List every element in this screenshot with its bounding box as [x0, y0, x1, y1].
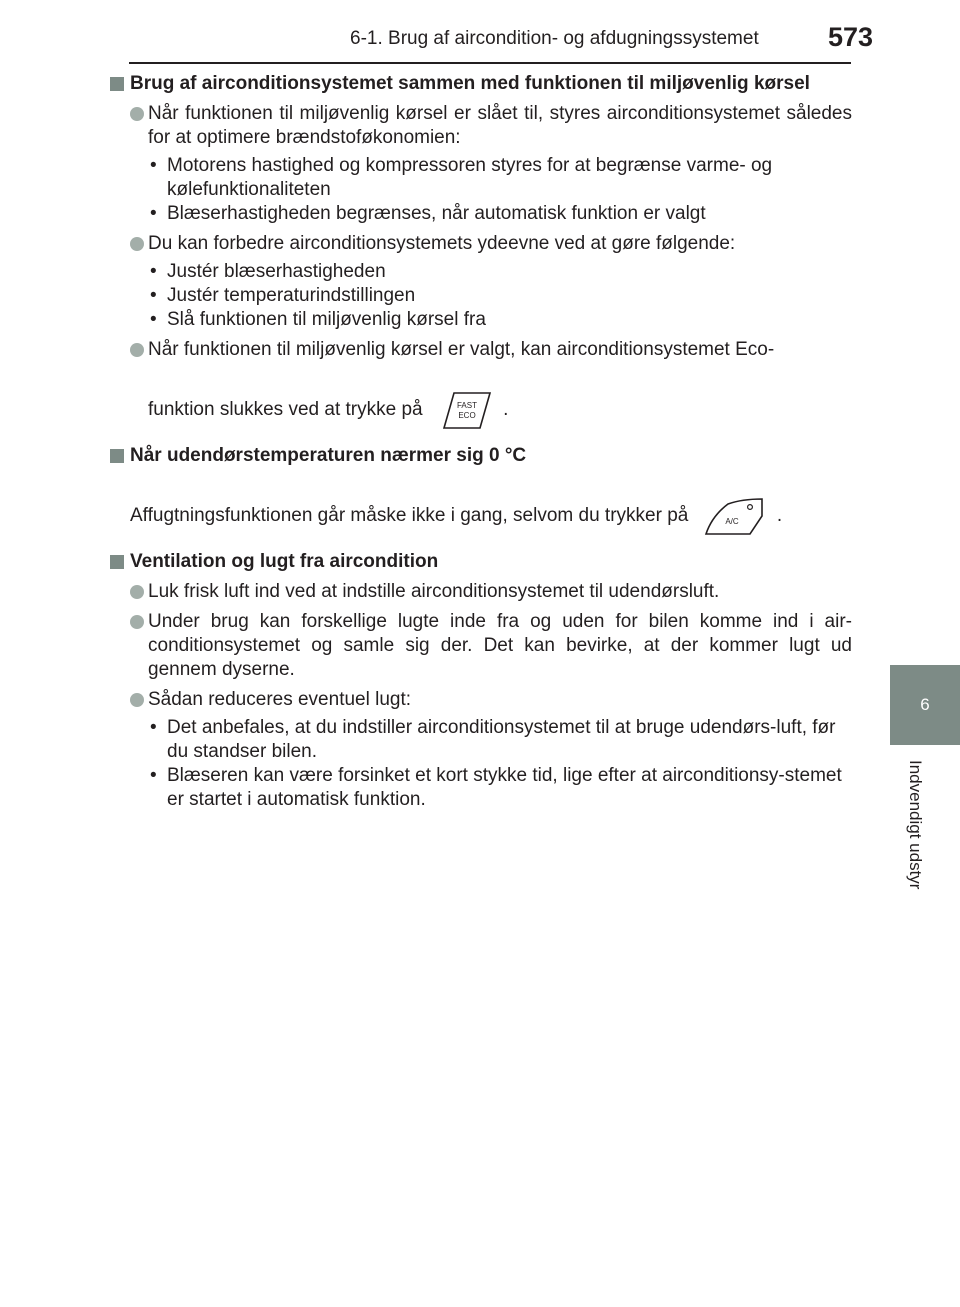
list-item: • Motorens hastighed og kompressoren styres for at begrænse varme- og kølefunktionaliteten: [150, 154, 852, 202]
chapter-label: Indvendigt udstyr: [906, 760, 925, 890]
paragraph: [130, 688, 852, 712]
bullet-list: [130, 260, 852, 332]
circle-bullet-icon: [130, 585, 144, 599]
circle-bullet-icon: [130, 615, 144, 629]
circle-bullet-icon: [130, 693, 144, 707]
header-rule: [129, 62, 851, 64]
paragraph-text: Når funktionen til miljøvenlig kørsel er valgt, kan airconditionsystemet Eco-: [148, 339, 775, 360]
header-title: 6-1. Brug af aircondition- og afdugningssystemet: [350, 28, 759, 49]
paragraph: [130, 232, 852, 256]
paragraph: [130, 338, 852, 434]
bullet-list: [130, 716, 852, 812]
list-item: • Blæserhastigheden begrænses, når automatisk funktion er valgt: [150, 202, 852, 226]
ac-button-label: A/C: [724, 516, 739, 526]
list-item: • Blæseren kan være forsinket et kort stykke tid, lige efter at airconditionsy-stemet er startet i automatisk funktion.: [150, 764, 852, 812]
chapter-number: 6: [920, 695, 930, 714]
paragraph-text: Under brug kan forskellige lugte inde fra og uden for bilen komme ind i air-conditionsystemet og samle sig der. Det kan bevirke, at der kommer lugt ud gennem dyserne.: [148, 611, 852, 680]
paragraph-text: .: [503, 399, 509, 420]
paragraph: [130, 492, 852, 540]
circle-bullet-icon: [130, 107, 144, 121]
paragraph: [130, 580, 852, 604]
list-item: • Justér blæserhastigheden: [150, 260, 852, 284]
paragraph-text: Du kan forbedre airconditionsystemets ydeevne ved at gøre følgende:: [148, 233, 736, 254]
paragraph-text: Sådan reduceres eventuel lugt:: [148, 689, 412, 710]
paragraph-text: Affugtningsfunktionen går måske ikke i gang, selvom du trykker på: [130, 505, 689, 526]
page-content: [110, 72, 852, 822]
section-heading: Ventilation og lugt fra aircondition: [130, 551, 439, 572]
section-eco: [110, 72, 852, 434]
eco-button-line1: FAST: [456, 400, 477, 410]
fast-eco-button-icon: [432, 390, 494, 430]
paragraph-line: [148, 386, 852, 434]
paragraph-text: .: [776, 505, 783, 526]
paragraph-text: Luk frisk luft ind ved at indstille airconditionsystemet til udendørsluft.: [148, 581, 720, 602]
eco-button-line2: ECO: [458, 410, 476, 420]
section-heading: Når udendørstemperaturen nærmer sig 0 °C: [130, 445, 527, 466]
paragraph: [130, 610, 852, 682]
square-bullet-icon: [110, 449, 124, 463]
list-item: • Slå funktionen til miljøvenlig kørsel fra: [150, 308, 852, 332]
square-bullet-icon: [110, 555, 124, 569]
list-item: • Det anbefales, at du indstiller airconditionsystemet til at bruge udendørs-luft, før du standser bilen.: [150, 716, 852, 764]
page-number: 573: [828, 22, 874, 52]
paragraph: [130, 102, 852, 150]
circle-bullet-icon: [130, 343, 144, 357]
section-heading: Brug af airconditionsystemet sammen med funktionen til miljøvenlig kørsel: [130, 73, 810, 94]
ac-button-icon: [698, 496, 768, 536]
paragraph-text: funktion slukkes ved at trykke på: [148, 399, 423, 420]
section-cold: [110, 444, 852, 540]
paragraph-text: Når funktionen til miljøvenlig kørsel er slået til, styres airconditionsystemet således for at optimere brændstoføkonomien:: [148, 103, 852, 148]
bullet-list: [130, 154, 852, 226]
list-item: • Justér temperaturindstillingen: [150, 284, 852, 308]
section-vent: [110, 550, 852, 812]
circle-bullet-icon: [130, 237, 144, 251]
chapter-tab[interactable]: [890, 665, 960, 745]
square-bullet-icon: [110, 77, 124, 91]
